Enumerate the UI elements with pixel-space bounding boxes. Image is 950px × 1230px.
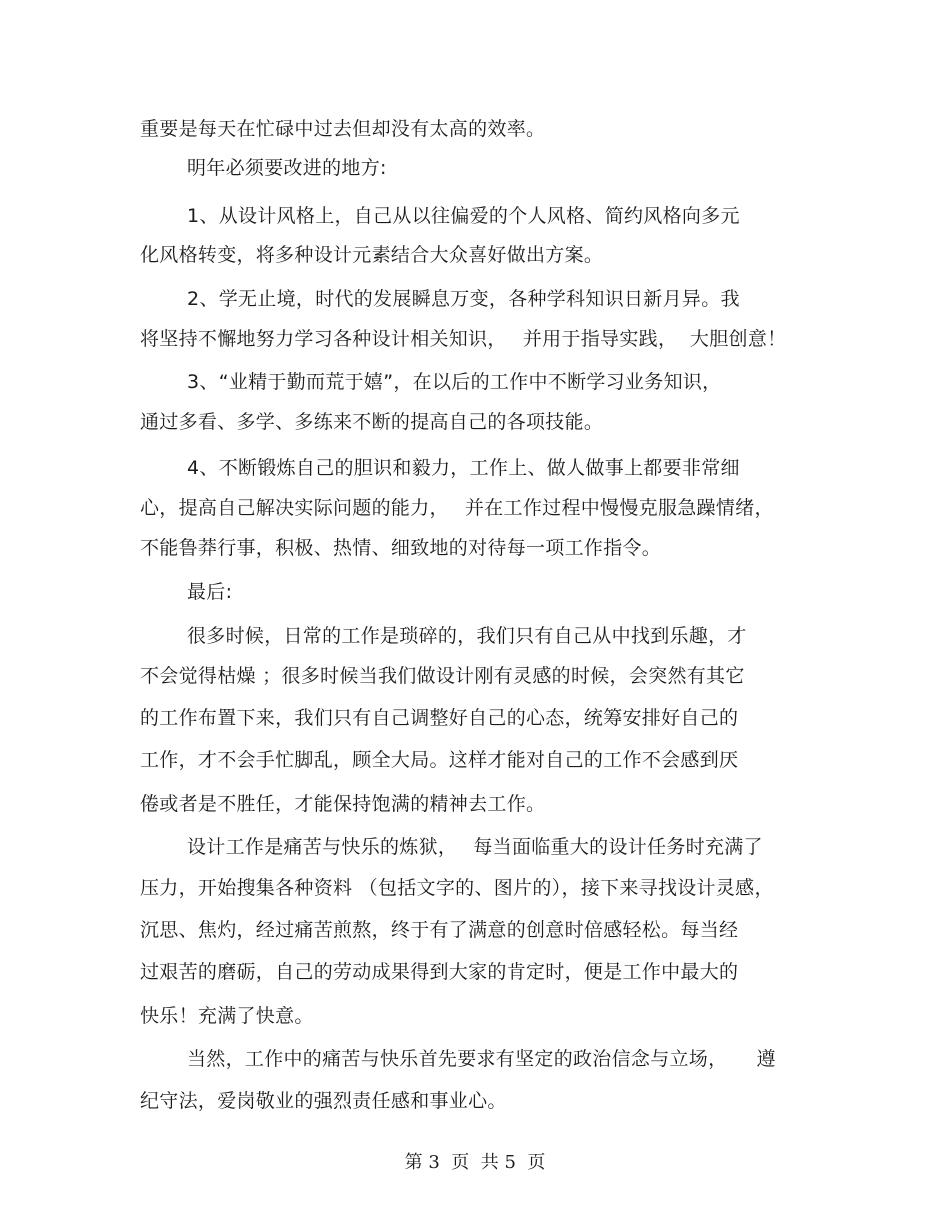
text-line: 不会觉得枯燥 ；很多时候当我们做设计刚有灵感的时候，会突然有其它 xyxy=(140,665,745,687)
page-number-footer: 第 3 页 共 5 页 xyxy=(404,1152,546,1173)
text-line: 的工作布置下来，我们只有自己调整好自己的心态，统筹安排好自己的 xyxy=(140,707,739,729)
text-line: 重要是每天在忙碌中过去但却没有太高的效率。 xyxy=(140,118,546,140)
text-line: 1、从设计风格上，自己从以往偏爱的个人风格、简约风格向多元 xyxy=(187,205,740,227)
text-line: 设计工作是痛苦与快乐的炼狱， 每当面临重大的设计任务时充满了 xyxy=(187,836,763,858)
text-line: 2、学无止境，时代的发展瞬息万变，各种学科知识日新月异。我 xyxy=(187,288,740,310)
text-line: 化风格转变，将多种设计元素结合大众喜好做出方案。 xyxy=(140,244,604,266)
text-line: 不能鲁莽行事，积极、热情、细致地的对待每一项工作指令。 xyxy=(140,537,662,559)
text-line: 心，提高自己解决实际问题的能力， 并在工作过程中慢慢克服急躁情绪， xyxy=(140,497,774,519)
text-line: 压力，开始搜集各种资料 （包括文字的、图片的），接下来寻找设计灵感， xyxy=(140,877,774,899)
text-line: 最后: xyxy=(187,581,233,603)
text-line: 通过多看、多学、多练来不断的提高自己的各项技能。 xyxy=(140,411,604,433)
text-line: 倦或者是不胜任，才能保持饱满的精神去工作。 xyxy=(140,793,546,815)
text-line: 纪守法，爱岗敬业的强烈责任感和事业心。 xyxy=(140,1090,507,1112)
text-line: 4、不断锻炼自己的胆识和毅力，工作上、做人做事上都要非常细 xyxy=(187,457,740,479)
text-line: 当然，工作中的痛苦与快乐首先要求有坚定的政治信念与立场， 遵 xyxy=(187,1048,776,1070)
text-line: 3、“业精于勤而荒于嬉”，在以后的工作中不断学习业务知识， xyxy=(187,371,722,393)
text-line: 快乐！充满了快意。 xyxy=(140,1005,314,1027)
text-line: 明年必须要改进的地方: xyxy=(187,157,387,179)
text-line: 过艰苦的磨砺，自己的劳动成果得到大家的肯定时，便是工作中最大的 xyxy=(140,961,739,983)
text-line: 很多时候，日常的工作是琐碎的，我们只有自己从中找到乐趣，才 xyxy=(187,625,747,647)
text-line: 沉思、焦灼，经过痛苦煎熬，终于有了满意的创意时倍感轻松。每当经 xyxy=(140,919,739,941)
text-line: 将坚持不懈地努力学习各种设计相关知识， 并用于指导实践， 大胆创意！ xyxy=(140,328,787,350)
text-line: 工作，才不会手忙脚乱，顾全大局。这样才能对自己的工作不会感到厌 xyxy=(140,749,739,771)
